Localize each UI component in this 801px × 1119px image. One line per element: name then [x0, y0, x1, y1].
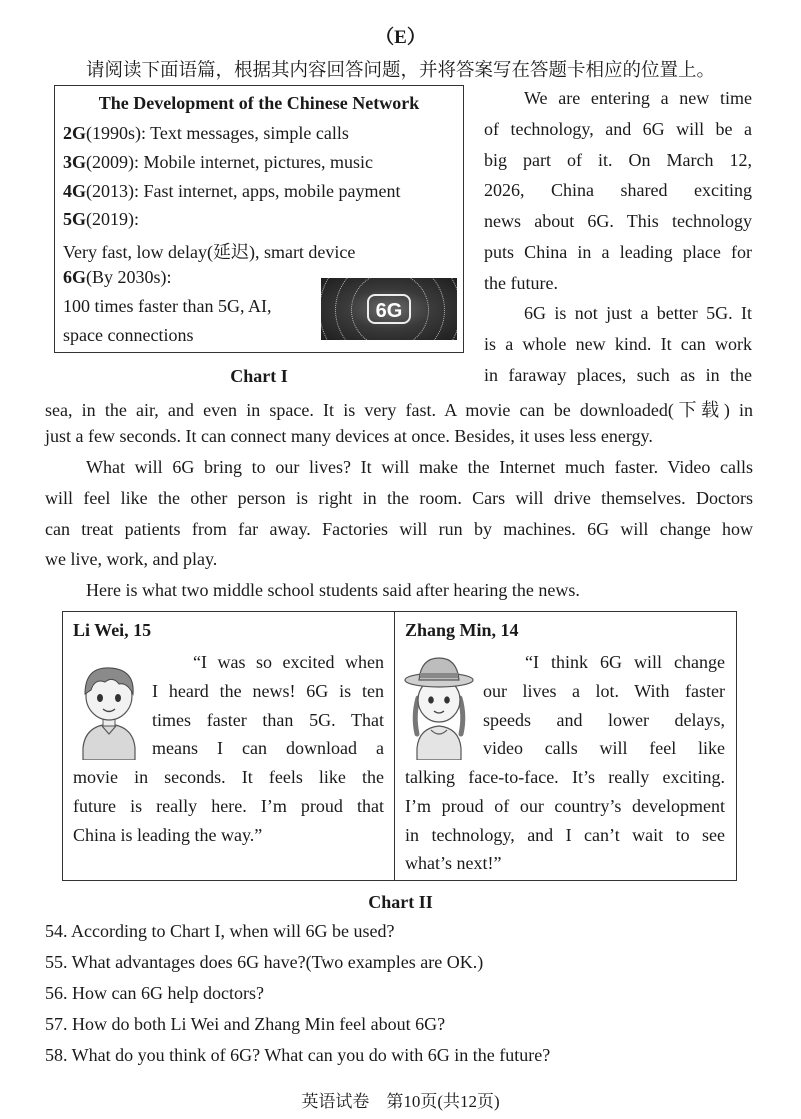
passage-line: just a few seconds. It can connect many devices at once. Besides, it uses less energy. — [45, 426, 653, 446]
question-55: 55. What advantages does 6G have?(Two examples are OK.) — [45, 952, 484, 972]
chart2-table — [62, 611, 737, 881]
student-cell-li-wei — [63, 612, 394, 880]
girl-avatar-icon — [403, 654, 475, 760]
passage-line: the future. — [484, 273, 558, 293]
section-label: （E） — [375, 27, 426, 48]
quote-line: talking face-to-face. It’s really exciting. — [405, 767, 725, 787]
passage-line: big part of it. On March 12, — [484, 150, 752, 170]
chart1-row: 3G(2009): Mobile internet, pictures, music — [63, 152, 373, 172]
passage-line: will feel like the other person is right in the room. Cars will drive themselves. Doctors — [45, 488, 753, 508]
chart1-row: 4G(2013): Fast internet, apps, mobile payment — [63, 181, 401, 201]
quote-line: in technology, and I can’t wait to see — [405, 825, 725, 845]
quote-line: times faster than 5G. That — [152, 710, 384, 730]
quote-line: video calls will feel like — [483, 738, 725, 758]
6g-image — [321, 278, 457, 340]
instruction-text: 请阅读下面语篇，根据其内容回答问题，并将答案写在答题卡相应的位置上。 — [86, 61, 716, 81]
student-cell-zhang-min — [395, 612, 736, 880]
passage-line: Here is what two middle school students said after hearing the news. — [86, 580, 580, 600]
student-name: Zhang Min, 14 — [405, 620, 519, 640]
chart1-row: space connections — [63, 325, 194, 345]
question-56: 56. How can 6G help doctors? — [45, 983, 264, 1003]
chart1-row: 100 times faster than 5G, AI, — [63, 296, 272, 316]
question-54: 54. According to Chart I, when will 6G be used? — [45, 921, 395, 941]
question-57: 57. How do both Li Wei and Zhang Min feel about 6G? — [45, 1014, 446, 1034]
chart1-caption: Chart I — [230, 366, 288, 386]
quote-line: “I was so excited when — [193, 652, 384, 672]
passage-line: in faraway places, such as in the — [484, 365, 752, 385]
passage-line: puts China in a leading place for — [484, 242, 752, 262]
quote-line: means I can download a — [152, 738, 384, 758]
passage-line: we live, work, and play. — [45, 549, 218, 569]
quote-line: our lives a lot. With faster — [483, 681, 725, 701]
chart1-row: 2G(1990s): Text messages, simple calls — [63, 123, 349, 143]
quote-line: movie in seconds. It feels like the — [73, 767, 384, 787]
passage-line: of technology, and 6G will be a — [484, 119, 752, 139]
passage-line: is a whole new kind. It can work — [484, 334, 752, 354]
quote-line: “I think 6G will change — [525, 652, 725, 672]
passage-line: news about 6G. This technology — [484, 211, 752, 231]
chart2-caption: Chart II — [368, 892, 433, 912]
chart1-row: Very fast, low delay(延迟), smart device — [63, 242, 356, 262]
passage-line: 6G is not just a better 5G. It — [524, 303, 752, 323]
quote-line: future is really here. I’m proud that — [73, 796, 384, 816]
passage-line: 2026, China shared exciting — [484, 180, 752, 200]
quote-line: what’s next!” — [405, 853, 502, 873]
6g-image-label: 6G — [367, 294, 411, 324]
quote-line: I’m proud of our country’s development — [405, 796, 725, 816]
chart1-title: The Development of the Chinese Network — [98, 93, 420, 113]
page-footer: 英语试卷 第10页(共12页) — [301, 1092, 500, 1111]
passage-line: can treat patients from far away. Factories will run by machines. 6G will change how — [45, 519, 753, 539]
chart1-row: 5G(2019): — [63, 209, 140, 229]
chart1-box — [54, 85, 464, 353]
passage-line: sea, in the air, and even in space. It is very fast. A movie can be downloaded(下载) in — [45, 400, 753, 420]
chart1-row: 6G(By 2030s): — [63, 267, 172, 287]
passage-line: We are entering a new time — [524, 88, 752, 108]
quote-line: speeds and lower delays, — [483, 710, 725, 730]
student-name: Li Wei, 15 — [73, 620, 152, 640]
question-58: 58. What do you think of 6G? What can you do with 6G in the future? — [45, 1045, 551, 1065]
quote-line: China is leading the way.” — [73, 825, 263, 845]
quote-line: I heard the news! 6G is ten — [152, 681, 384, 701]
boy-avatar-icon — [73, 660, 145, 760]
passage-line: What will 6G bring to our lives? It will make the Internet much faster. Video calls — [86, 457, 753, 477]
